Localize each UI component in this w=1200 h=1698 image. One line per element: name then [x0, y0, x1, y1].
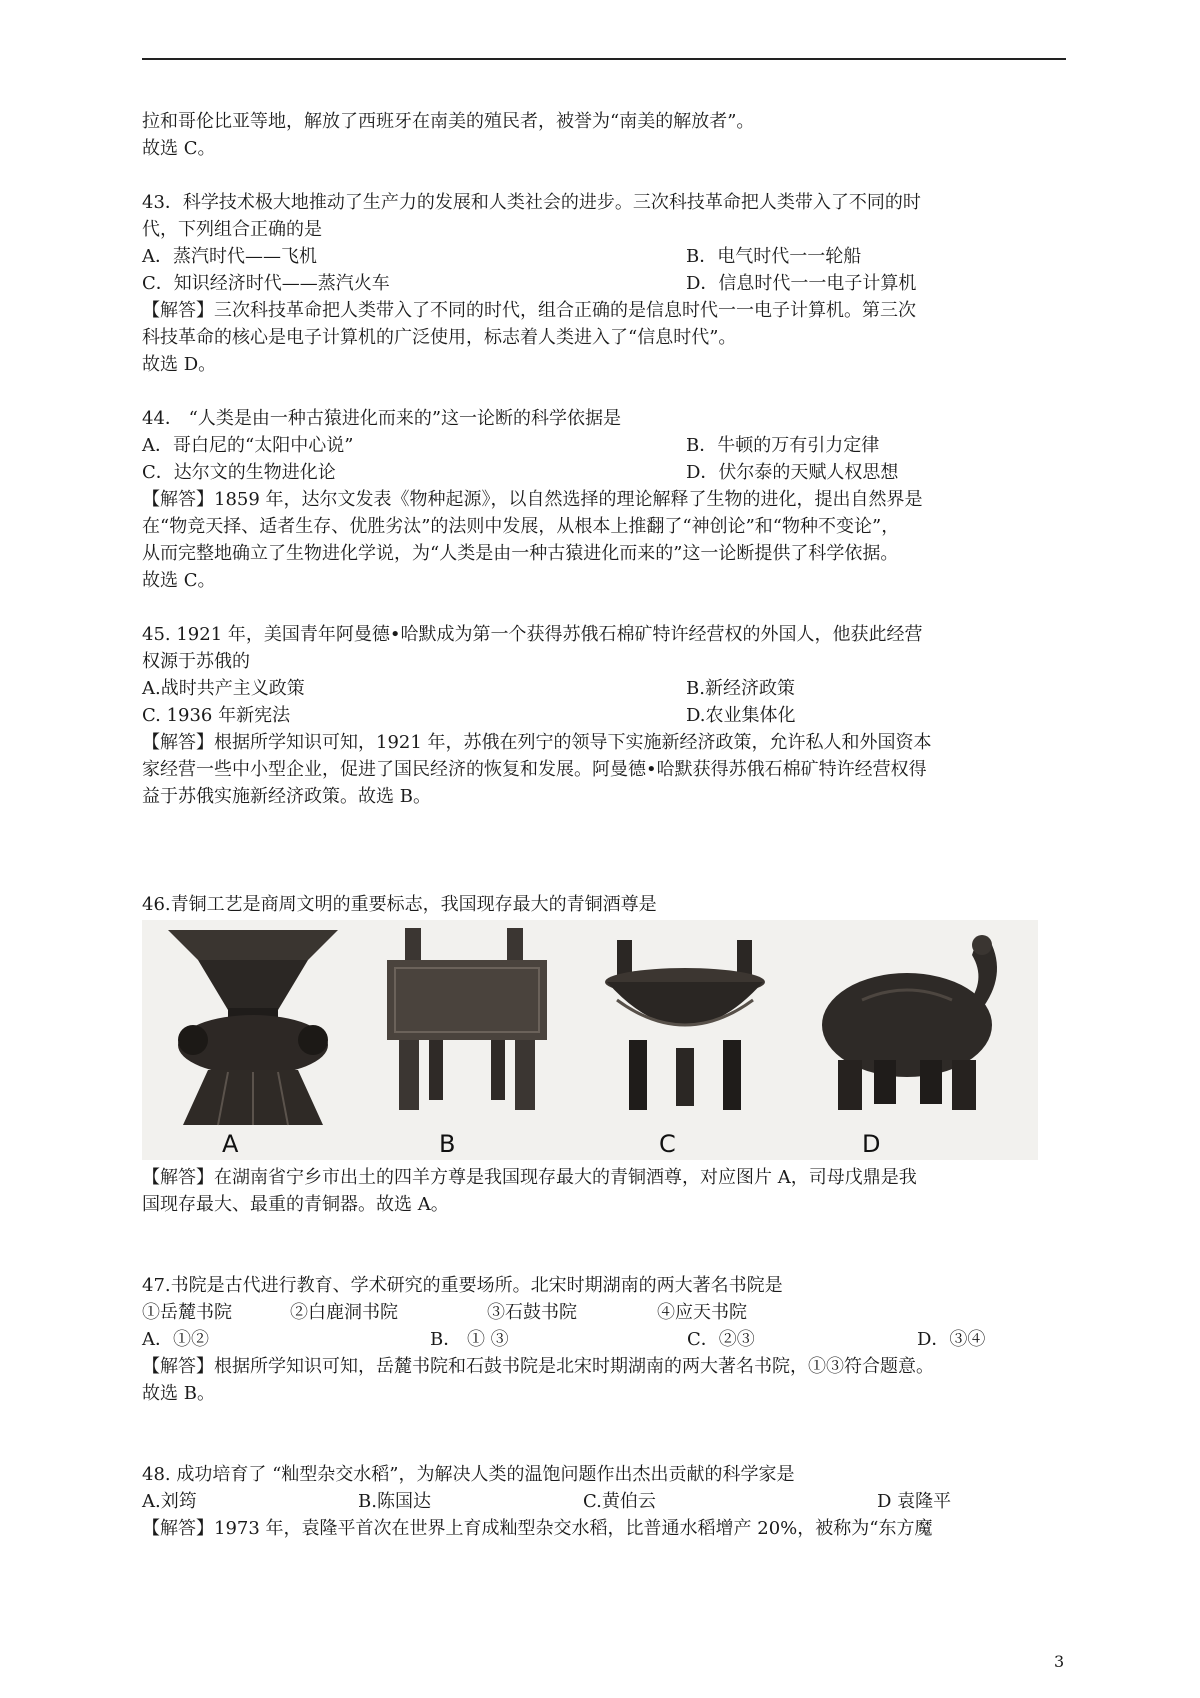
q47-option-d: D．③④	[917, 1329, 986, 1350]
q45-answer-cont: 家经营一些中小型企业，促进了国民经济的恢复和发展。阿曼德•哈默获得苏俄石棉矿特许经营权得	[142, 759, 927, 780]
question-48	[142, 1461, 1066, 1542]
q44-option-d: D．伏尔泰的天赋人权思想	[686, 462, 899, 483]
question-46	[142, 891, 1066, 1218]
q43-option-a: A．蒸汽时代——飞机	[142, 246, 317, 267]
figure-label-c: C	[659, 1130, 676, 1158]
intro-answer: 故选 C。	[142, 138, 216, 159]
q46-stem: 46.青铜工艺是商周文明的重要标志，我国现存最大的青铜酒尊是	[142, 894, 657, 915]
q45-option-b: B.新经济政策	[686, 678, 795, 699]
question-44	[142, 405, 1066, 594]
q48-answer: 【解答】1973 年，袁隆平首次在世界上育成籼型杂交水稻，比普通水稻增产 20%，被称为“东方魔	[142, 1518, 933, 1539]
q45-stem-cont: 权源于苏俄的	[142, 651, 250, 672]
vessel-b-image	[367, 920, 577, 1160]
q48-option-a: A.刘筠	[142, 1491, 197, 1512]
q47-options-row	[142, 1326, 1066, 1353]
q47-stem: 47.书院是古代进行教育、学术研究的重要场所。北宋时期湖南的两大著名书院是	[142, 1275, 783, 1296]
vessel-d-image	[802, 920, 1032, 1160]
question-45	[142, 621, 1066, 810]
vessel-c-image	[587, 920, 797, 1160]
figure-label-b: B	[439, 1130, 456, 1158]
q48-stem: 48. 成功培育了 “籼型杂交水稻”，为解决人类的温饱问题作出杰出贡献的科学家是	[142, 1464, 795, 1485]
q43-option-b: B．电气时代一一轮船	[686, 246, 862, 267]
header-rule	[142, 58, 1066, 60]
q45-option-d: D.农业集体化	[686, 705, 796, 726]
q45-answer-cont: 益于苏俄实施新经济政策。故选 B。	[142, 786, 431, 807]
q46-answer-cont: 国现存最大、最重的青铜器。故选 A。	[142, 1194, 449, 1215]
q48-options-row	[142, 1488, 1066, 1515]
q43-stem: 43．科学技术极大地推动了生产力的发展和人类社会的进步。三次科技革命把人类带入了不同的时	[142, 192, 921, 213]
q46-answer: 【解答】在湖南省宁乡市出土的四羊方尊是我国现存最大的青铜酒尊，对应图片 A，司母戊鼎是我	[142, 1167, 917, 1188]
q43-choice: 故选 D。	[142, 354, 217, 375]
q47-items-row	[142, 1299, 1066, 1326]
q44-options-row1	[142, 432, 1066, 459]
q48-option-b: B.陈国达	[358, 1491, 431, 1512]
q47-item-1: ①岳麓书院	[142, 1302, 232, 1323]
q48-option-c: C.黄伯云	[583, 1491, 656, 1512]
q47-option-c: C．②③	[687, 1329, 755, 1350]
q48-option-d: D 袁隆平	[877, 1491, 952, 1512]
q45-option-c: C. 1936 年新宪法	[142, 705, 291, 726]
q47-item-2: ②白鹿洞书院	[290, 1302, 398, 1323]
vessel-a-image	[148, 920, 358, 1160]
q44-answer: 【解答】1859 年，达尔文发表《物种起源》，以自然选择的理论解释了生物的进化，提出自然界是	[142, 489, 923, 510]
q45-options-row2	[142, 702, 1066, 729]
q47-answer: 【解答】根据所学知识可知，岳麓书院和石鼓书院是北宋时期湖南的两大著名书院，①③符合题意。	[142, 1356, 934, 1377]
q45-answer: 【解答】根据所学知识可知，1921 年，苏俄在列宁的领导下实施新经济政策，允许私人和外国资本	[142, 732, 932, 753]
q47-choice: 故选 B。	[142, 1383, 215, 1404]
q43-options-row1	[142, 243, 1066, 270]
q47-item-4: ④应天书院	[657, 1302, 747, 1323]
page-number: 3	[1054, 1652, 1065, 1671]
q43-option-d: D．信息时代一一电子计算机	[686, 273, 917, 294]
question-43	[142, 189, 1066, 378]
figure-label-d: D	[862, 1130, 881, 1158]
bronze-vessels-figure	[142, 920, 1038, 1160]
q43-answer: 【解答】三次科技革命把人类带入了不同的时代，组合正确的是信息时代一一电子计算机。第三次	[142, 300, 916, 321]
document-body	[142, 108, 1066, 1542]
q43-answer-cont: 科技革命的核心是电子计算机的广泛使用，标志着人类进入了“信息时代”。	[142, 327, 737, 348]
q45-options-row1	[142, 675, 1066, 702]
q47-item-3: ③石鼓书院	[487, 1302, 577, 1323]
q44-option-c: C．达尔文的生物进化论	[142, 462, 336, 483]
q44-stem: 44． “人类是由一种古猿进化而来的”这一论断的科学依据是	[142, 408, 622, 429]
q44-option-a: A．哥白尼的“太阳中心说”	[142, 435, 354, 456]
q47-option-b: B． ① ③	[430, 1329, 509, 1350]
q45-option-a: A.战时共产主义政策	[142, 678, 305, 699]
q43-option-c: C．知识经济时代——蒸汽火车	[142, 273, 390, 294]
intro-line: 拉和哥伦比亚等地，解放了西班牙在南美的殖民者，被誉为“南美的解放者”。	[142, 111, 755, 132]
q43-stem-cont: 代，下列组合正确的是	[142, 219, 322, 240]
q43-options-row2	[142, 270, 1066, 297]
q45-stem: 45. 1921 年，美国青年阿曼德•哈默成为第一个获得苏俄石棉矿特许经营权的外国人，他获此经营	[142, 624, 923, 645]
q44-choice: 故选 C。	[142, 570, 216, 591]
question-47	[142, 1272, 1066, 1407]
q44-answer-cont: 从而完整地确立了生物进化学说，为“人类是由一种古猿进化而来的”这一论断提供了科学依据。	[142, 543, 899, 564]
figure-label-a: A	[222, 1130, 239, 1158]
q44-option-b: B．牛顿的万有引力定律	[686, 435, 880, 456]
q44-answer-cont: 在“物竞天择、适者生存、优胜劣汰”的法则中发展，从根本上推翻了“神创论”和“物种不变论”，	[142, 516, 900, 537]
q47-option-a: A．①②	[142, 1329, 209, 1350]
q44-options-row2	[142, 459, 1066, 486]
